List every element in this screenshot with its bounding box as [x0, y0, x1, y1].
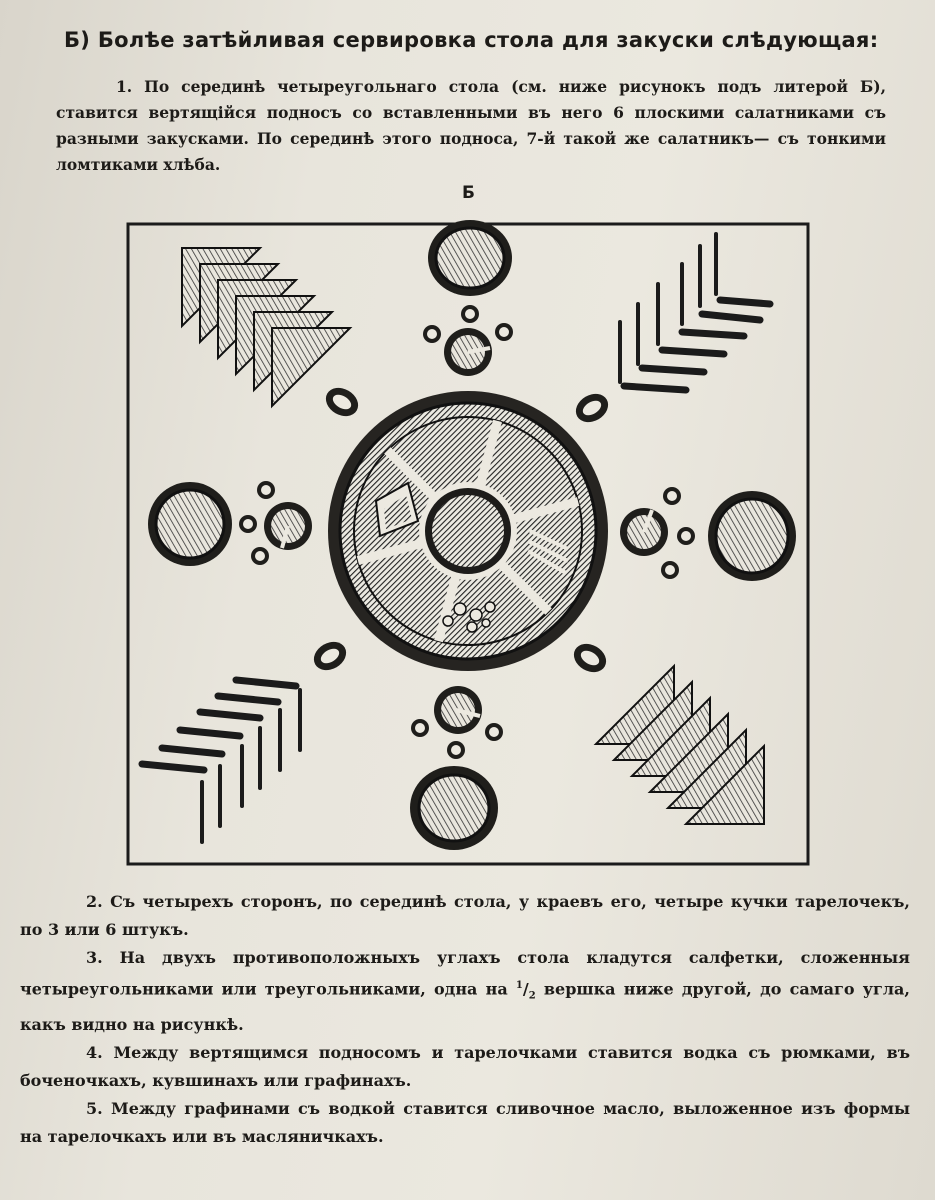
figure-label: Б [462, 183, 475, 203]
decanter-group-right [620, 487, 695, 579]
list-item-text-tail: вершка ниже другой, до самаго угла, какъ видно на рисункѣ. [20, 979, 910, 1034]
paragraph-1: 1. По серединѣ четыреугольнаго стола (см. ниже рисунокъ подъ литерой Б), ставится вертящійся подносъ со вставленными въ него 6 плоскими салатниками съ разными закусками. По серединѣ этого подноса, 7-й такой же салатникъ— съ тонкими ломтиками хлѣба. [56, 77, 886, 174]
fraction-denominator: 2 [528, 990, 536, 1002]
plate-left [148, 482, 232, 566]
fraction-numerator: 1 [515, 980, 523, 991]
plate-bottom [410, 766, 498, 850]
table-setting-illustration [120, 216, 820, 872]
decanter-group-left [239, 481, 312, 565]
list-item-text: 3. На двухъ противоположныхъ углахъ стола кладутся салфетки, сложенныя четыреугольниками или треугольниками, одна на [20, 948, 910, 999]
plate-top [428, 220, 512, 296]
list-item: 5. Между графинами съ водкой ставится сливочное масло, выложенное изъ формы на тарелочкахъ или въ масляничкахъ. [20, 1098, 910, 1146]
revolving-tray [328, 391, 608, 671]
napkins-top-left [182, 248, 350, 406]
decanter-group-top [423, 305, 513, 376]
plate-right [708, 491, 796, 581]
napkins-bottom-right [596, 666, 764, 824]
decanter-group-bottom [411, 686, 503, 759]
list-items [20, 888, 910, 1151]
list-item: 4. Между вертящимся подносомъ и тарелочками ставится водка съ рюмками, въ боченочкахъ, кувшинахъ или графинахъ. [20, 1042, 910, 1090]
list-item: 3. На двухъ противоположныхъ углахъ стола кладутся салфетки, сложенныя четыреугольниками или треугольниками, одна на $^1/_2$ вершка ниже другой, до самаго угла, какъ видно на рисункѣ. [20, 948, 910, 1034]
cutlery-bottom-left [142, 680, 300, 842]
cutlery-top-right [620, 234, 770, 390]
section-heading: Б) Болѣе затѣйливая сервировка стола для закуски слѣдующая: [64, 28, 879, 52]
list-item: 2. Съ четырехъ сторонъ, по серединѣ стола, у краевъ его, четыре кучки тарелочекъ, по 3 или 6 штукъ. [20, 892, 910, 939]
